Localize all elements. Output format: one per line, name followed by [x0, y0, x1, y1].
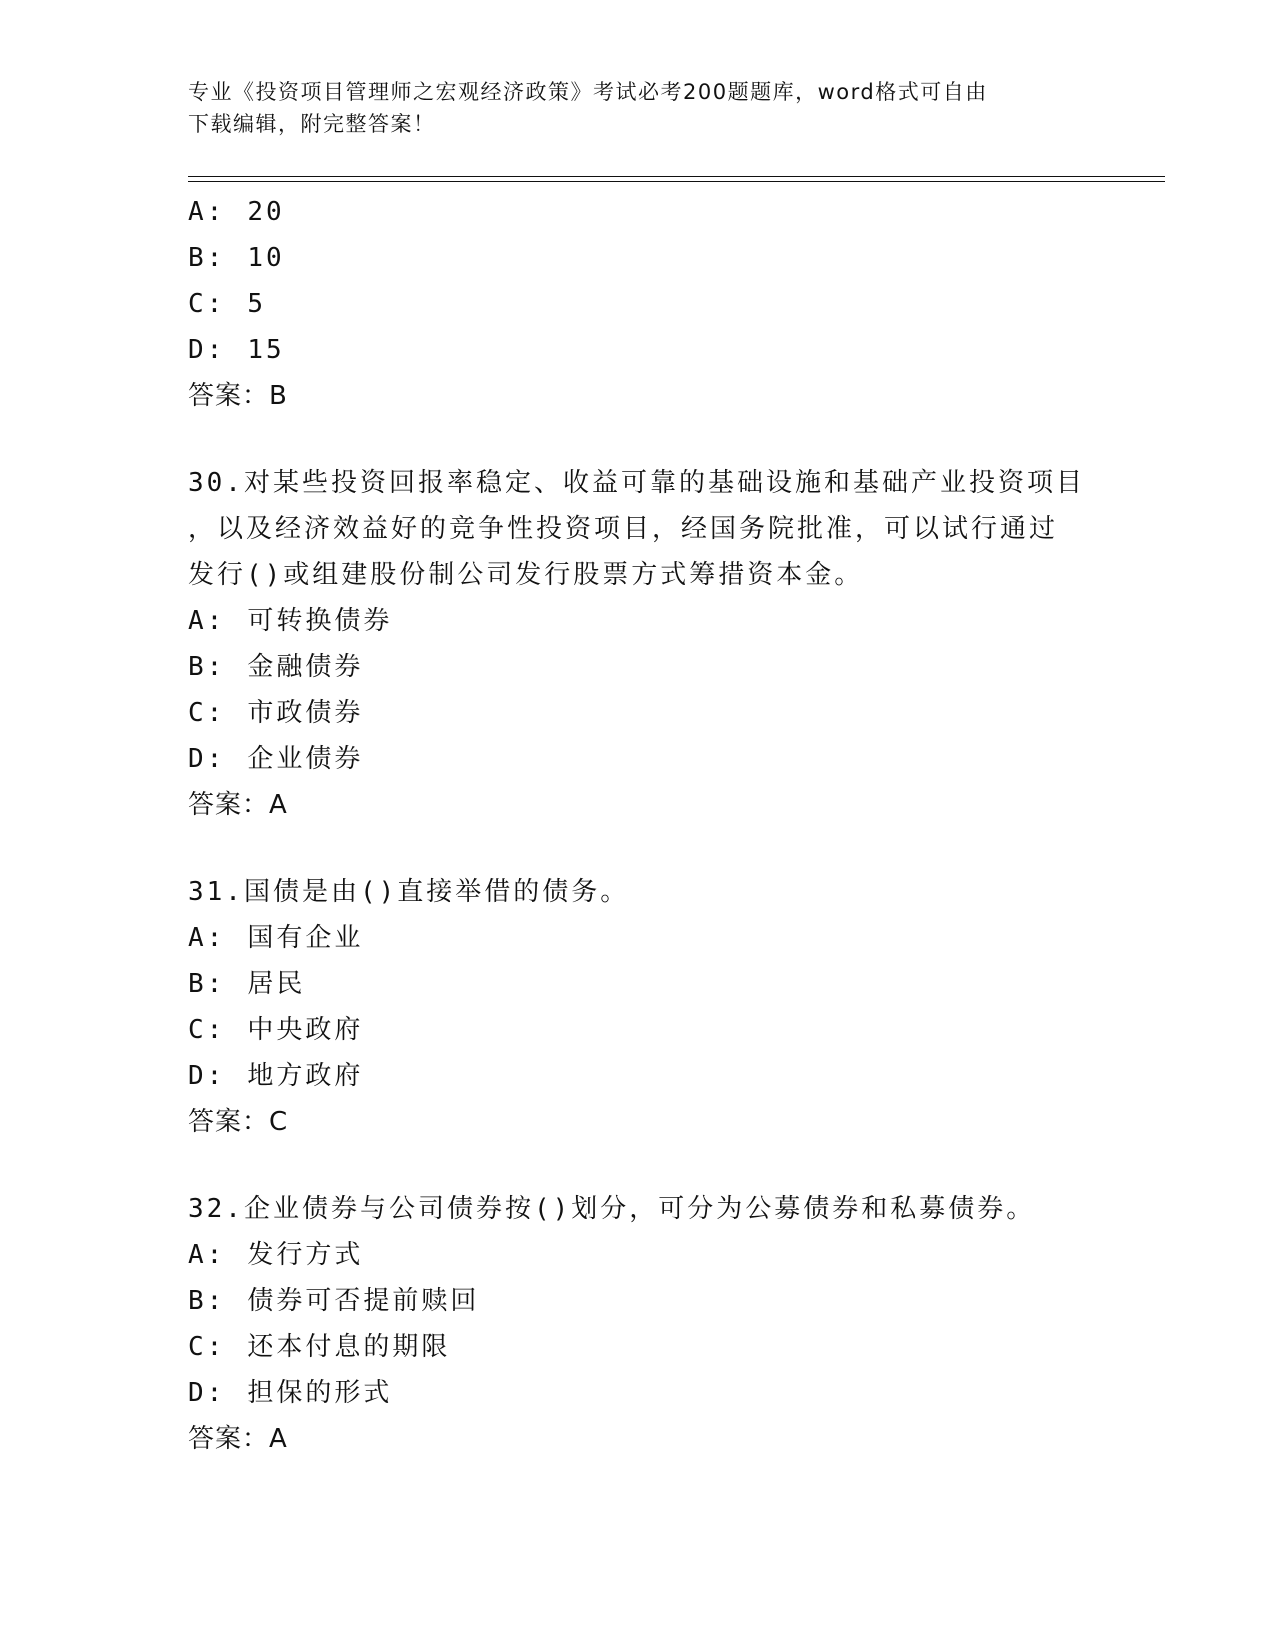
question-text	[188, 869, 1088, 915]
option-text: 15	[247, 335, 285, 365]
option-letter: D:	[188, 744, 226, 774]
option-letter: C:	[188, 289, 226, 319]
option-text: 国有企业	[247, 923, 364, 953]
header-divider-top	[188, 176, 1165, 177]
answer-line: 答案：A	[188, 790, 288, 820]
option-text: 债券可否提前赎回	[247, 1286, 480, 1316]
option-text: 5	[247, 289, 266, 319]
option-d	[188, 1370, 1088, 1416]
option-text: 发行方式	[247, 1240, 364, 1270]
option-c	[188, 281, 1088, 327]
option-letter: C:	[188, 1015, 226, 1045]
option-c	[188, 690, 1088, 736]
question-30	[188, 460, 1088, 828]
option-a	[188, 189, 1088, 235]
option-letter: D:	[188, 1061, 226, 1091]
option-letter: B:	[188, 1286, 226, 1316]
question-list	[188, 189, 1088, 1462]
option-letter: D:	[188, 1378, 226, 1408]
option-c	[188, 1324, 1088, 1370]
question-text	[188, 1186, 1088, 1232]
option-text: 还本付息的期限	[247, 1332, 451, 1362]
document-header	[188, 76, 1068, 140]
option-text: 市政债券	[247, 698, 364, 728]
header-divider-bottom	[188, 181, 1165, 182]
answer-line: 答案：B	[188, 381, 288, 411]
option-letter: A:	[188, 606, 226, 636]
question-text-line: ，以及经济效益好的竞争性投资项目，经国务院批准，可以试行通过	[188, 514, 1059, 544]
question-29	[188, 189, 1088, 419]
header-line-1: 专业《投资项目管理师之宏观经济政策》考试必考200题题库，word格式可自由	[188, 80, 988, 104]
option-letter: D:	[188, 335, 226, 365]
option-letter: A:	[188, 197, 226, 227]
question-text-line: 30.对某些投资回报率稳定、收益可靠的基础设施和基础产业投资项目	[188, 468, 1085, 498]
option-letter: B:	[188, 243, 226, 273]
header-line-2: 下载编辑，附完整答案！	[188, 112, 436, 136]
option-letter: B:	[188, 652, 226, 682]
option-a	[188, 598, 1088, 644]
option-b	[188, 644, 1088, 690]
option-text: 企业债券	[247, 744, 364, 774]
option-text: 担保的形式	[247, 1378, 393, 1408]
option-b	[188, 235, 1088, 281]
option-b	[188, 1278, 1088, 1324]
option-d	[188, 1053, 1088, 1099]
option-text: 地方政府	[247, 1061, 364, 1091]
answer-line: 答案：A	[188, 1424, 288, 1454]
question-31	[188, 869, 1088, 1145]
option-letter: A:	[188, 923, 226, 953]
option-letter: A:	[188, 1240, 226, 1270]
question-32	[188, 1186, 1088, 1462]
option-text: 20	[247, 197, 285, 227]
option-text: 可转换债券	[247, 606, 393, 636]
question-text	[188, 460, 1088, 598]
option-letter: C:	[188, 698, 226, 728]
option-d	[188, 736, 1088, 782]
question-text-line: 32.企业债券与公司债券按()划分，可分为公募债券和私募债券。	[188, 1194, 1036, 1224]
option-a	[188, 915, 1088, 961]
option-d	[188, 327, 1088, 373]
question-text-line: 31.国债是由()直接举借的债务。	[188, 877, 630, 907]
option-text: 居民	[247, 969, 306, 999]
question-text-line: 发行()或组建股份制公司发行股票方式筹措资本金。	[188, 560, 864, 590]
option-a	[188, 1232, 1088, 1278]
option-text: 中央政府	[247, 1015, 364, 1045]
option-b	[188, 961, 1088, 1007]
option-text: 10	[247, 243, 285, 273]
answer-line: 答案：C	[188, 1107, 289, 1137]
option-text: 金融债券	[247, 652, 364, 682]
option-letter: C:	[188, 1332, 226, 1362]
option-c	[188, 1007, 1088, 1053]
option-letter: B:	[188, 969, 226, 999]
